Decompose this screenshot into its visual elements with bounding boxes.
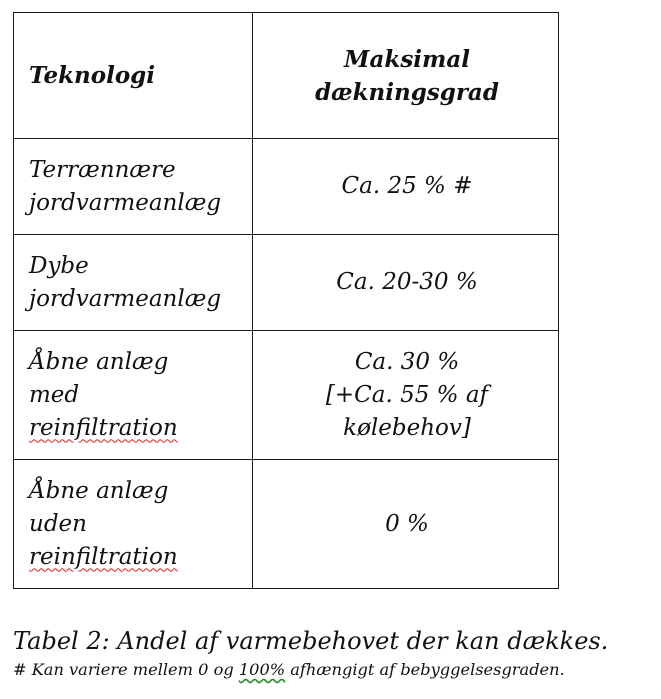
footnote-text-before: # Kan variere mellem 0 og bbox=[13, 660, 239, 679]
value-cell bbox=[253, 331, 559, 460]
tech-line: jordvarmeanlæg bbox=[29, 189, 222, 216]
tech-line: med bbox=[29, 381, 80, 408]
header-teknologi-label: Teknologi bbox=[29, 62, 156, 89]
value-line: Ca. 30 % bbox=[354, 348, 460, 375]
tech-line: reinfiltration bbox=[29, 414, 178, 441]
tech-line: reinfiltration bbox=[29, 543, 178, 570]
header-maksimal-daekningsgrad bbox=[253, 13, 559, 139]
table-caption: Tabel 2: Andel af varmebehovet der kan dækkes. bbox=[13, 627, 609, 655]
value-cell bbox=[253, 139, 559, 235]
tech-cell bbox=[14, 331, 253, 460]
footnote-text-after: afhængigt af bebyggelsesgraden. bbox=[285, 660, 565, 679]
value-line: Ca. 20-30 % bbox=[336, 269, 478, 295]
value-cell bbox=[253, 460, 559, 589]
value-line: [+Ca. 55 % af bbox=[325, 381, 489, 408]
tech-line: Åbne anlæg bbox=[29, 477, 169, 504]
tech-line: Dybe bbox=[29, 252, 89, 279]
header-col2-line1: Maksimal bbox=[344, 45, 470, 73]
tech-cell bbox=[14, 139, 253, 235]
table-row bbox=[14, 235, 559, 331]
table-row bbox=[14, 331, 559, 460]
value-cell bbox=[253, 235, 559, 331]
header-teknologi bbox=[14, 13, 253, 139]
table-footnote bbox=[13, 659, 565, 681]
tech-cell bbox=[14, 235, 253, 331]
table-row bbox=[14, 460, 559, 589]
coverage-table bbox=[13, 12, 559, 589]
value-line: kølebehov] bbox=[343, 414, 471, 441]
tech-line: Åbne anlæg bbox=[29, 348, 169, 375]
value-line: 0 % bbox=[385, 510, 429, 537]
tech-line: uden bbox=[29, 510, 87, 537]
table-header-row bbox=[14, 13, 559, 139]
tech-cell bbox=[14, 460, 253, 589]
table-row bbox=[14, 139, 559, 235]
footnote-underlined-value: 100% bbox=[238, 660, 286, 679]
tech-line: Terrænnære bbox=[29, 156, 176, 183]
tech-line: jordvarmeanlæg bbox=[29, 285, 222, 312]
header-col2-line2: dækningsgrad bbox=[315, 78, 499, 106]
value-line: Ca. 25 % # bbox=[341, 173, 473, 199]
